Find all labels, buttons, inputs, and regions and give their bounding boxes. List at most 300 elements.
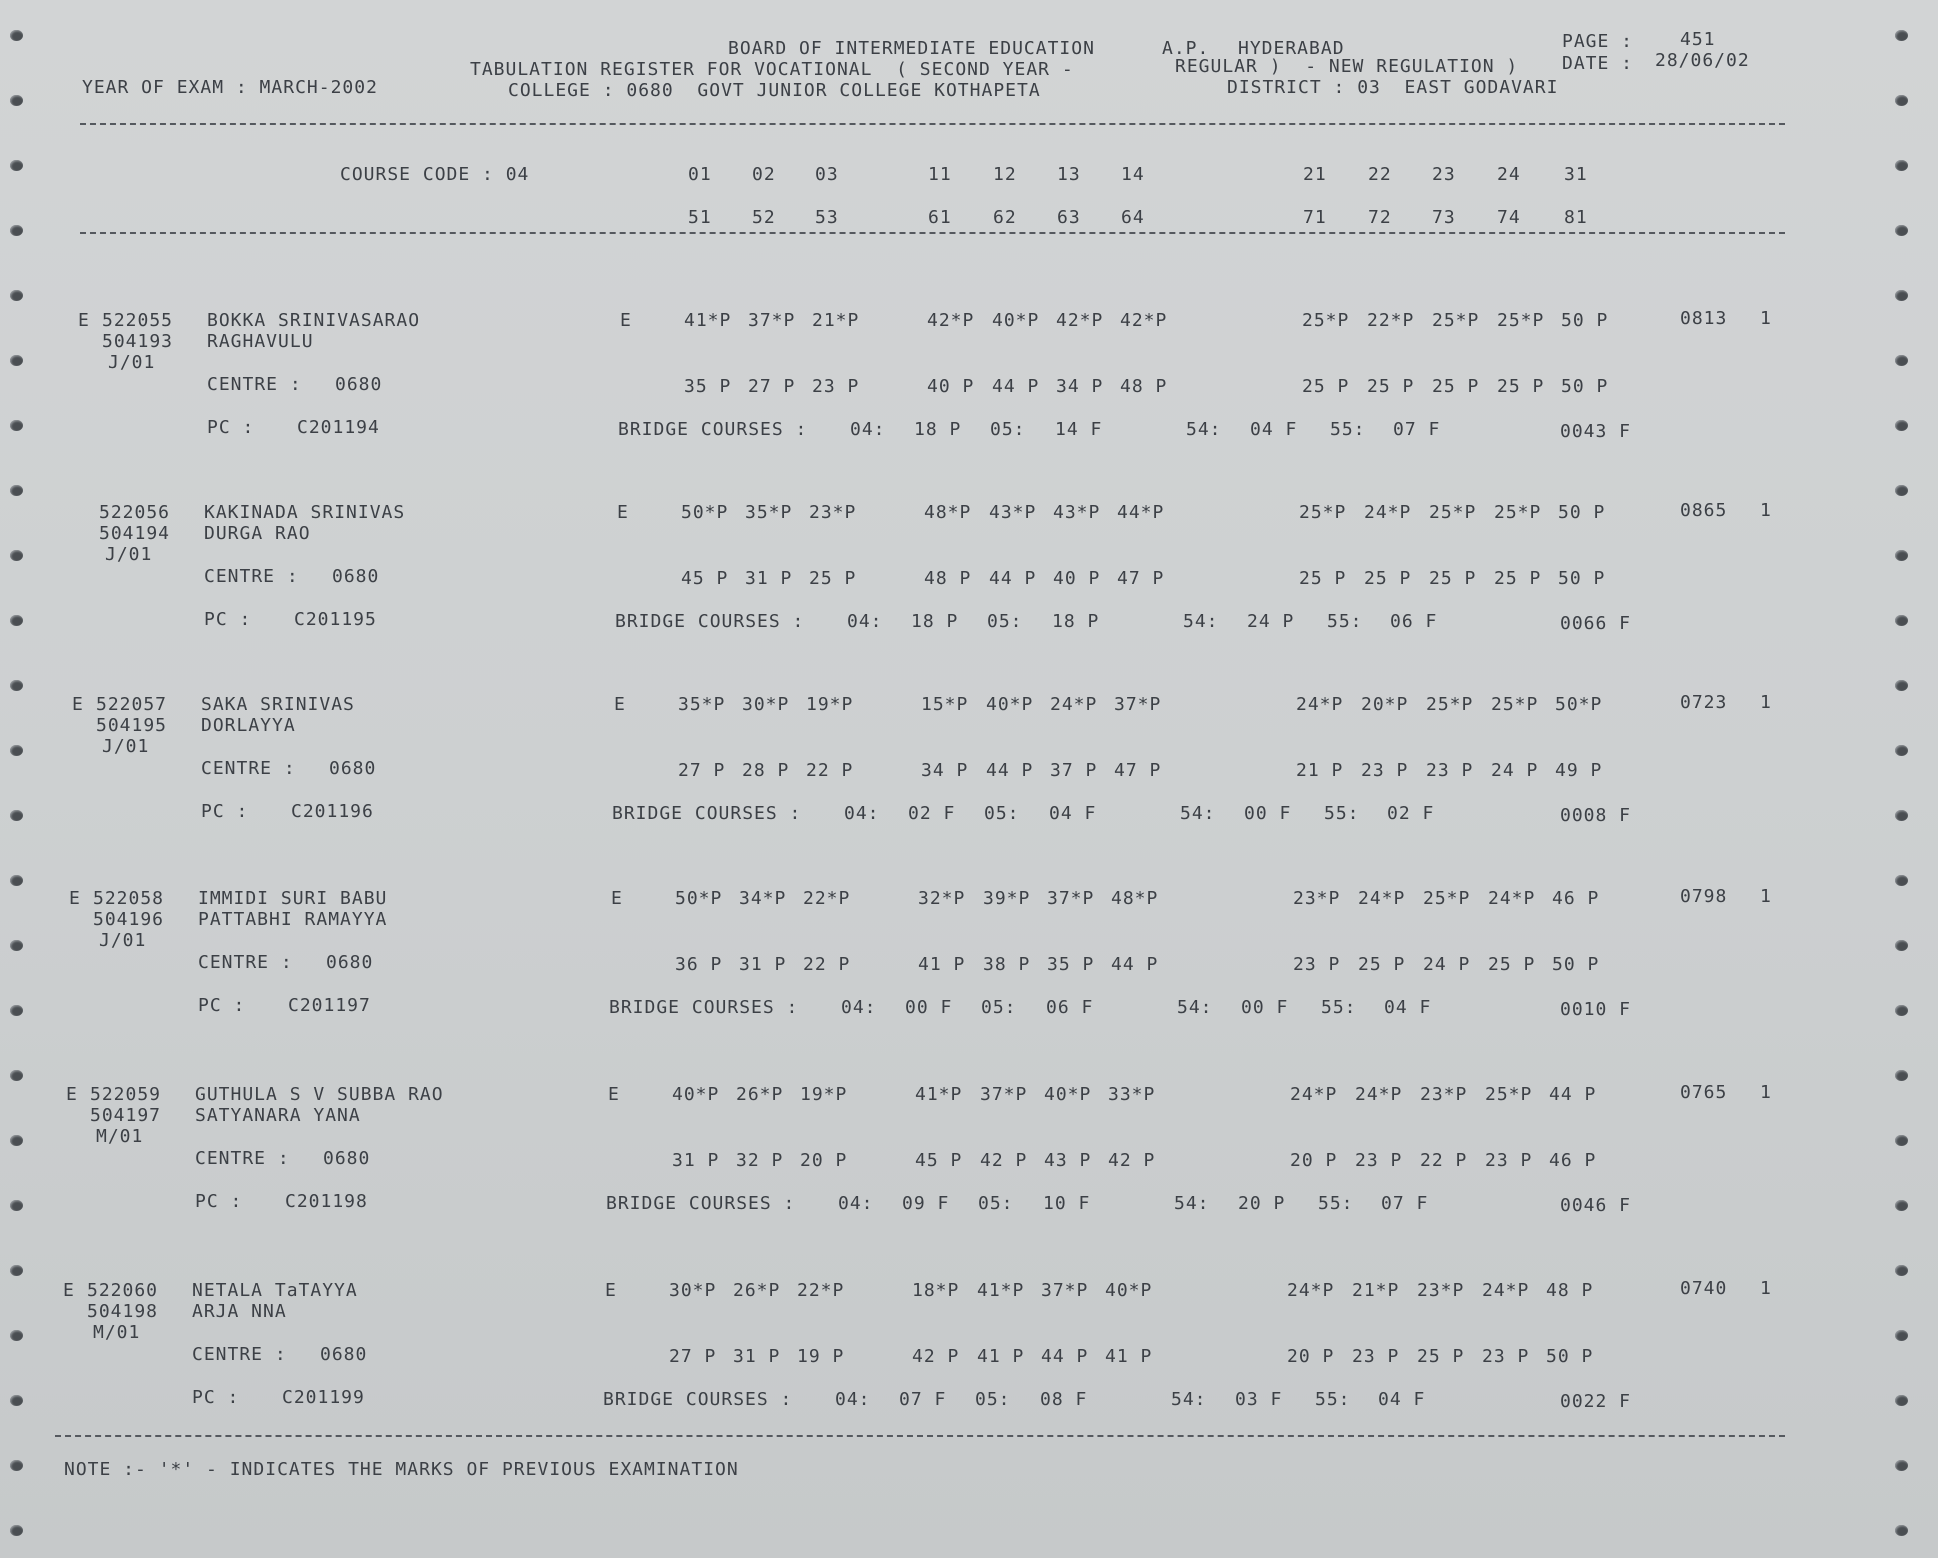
feed-hole — [1895, 485, 1908, 496]
father-name: PATTABHI RAMAYYA — [198, 909, 388, 930]
mark-second: 31 P — [733, 1346, 781, 1367]
column-code: 71 — [1303, 207, 1327, 228]
mark-second: 50 P — [1558, 568, 1606, 589]
mark-second: 31 P — [745, 568, 793, 589]
father-name: ARJA NNA — [192, 1301, 287, 1322]
column-code: 52 — [752, 207, 776, 228]
mark-second: 24 P — [1491, 760, 1539, 781]
mark-current: 43*P — [1053, 502, 1101, 523]
bridge-05-label: 05: — [990, 419, 1026, 440]
feed-hole — [1895, 1460, 1908, 1471]
bridge-55-label: 55: — [1318, 1193, 1354, 1214]
bridge-55-label: 55: — [1321, 997, 1357, 1018]
date-label: DATE : — [1562, 53, 1634, 74]
mark-second: 21 P — [1296, 760, 1344, 781]
bridge-55-mark: 07 F — [1393, 419, 1441, 440]
mark-second: 50 P — [1552, 954, 1600, 975]
father-name: RAGHAVULU — [207, 331, 314, 352]
pc-label: PC : — [192, 1387, 240, 1408]
bridge-04-label: 04: — [838, 1193, 874, 1214]
feed-hole — [10, 420, 23, 431]
division: 1 — [1760, 308, 1772, 329]
mark-second: 44 P — [1111, 954, 1159, 975]
mark-second: 36 P — [675, 954, 723, 975]
mark-current: 25*P — [1491, 694, 1539, 715]
feed-hole — [10, 1525, 23, 1536]
feed-hole — [1895, 355, 1908, 366]
result-flag: E — [78, 310, 90, 331]
group-code: M/01 — [96, 1126, 144, 1147]
mark-second: 49 P — [1555, 760, 1603, 781]
feed-hole — [1895, 30, 1908, 41]
mark-second: 35 P — [1047, 954, 1095, 975]
mark-second: 41 P — [977, 1346, 1025, 1367]
mark-current: 22*P — [1367, 310, 1415, 331]
bridge-total: 0046 F — [1560, 1195, 1632, 1216]
column-code: 21 — [1303, 164, 1327, 185]
mark-second: 42 P — [980, 1150, 1028, 1171]
mark-current: 24*P — [1287, 1280, 1335, 1301]
centre-code: 0680 — [332, 566, 380, 587]
result-flag: E — [69, 888, 81, 909]
mark-current: 41*P — [915, 1084, 963, 1105]
group-code: J/01 — [105, 544, 153, 565]
registration-number: 504194 — [99, 523, 171, 544]
mark-current: 37*P — [1047, 888, 1095, 909]
mark-second: 27 P — [748, 376, 796, 397]
mark-current: 42*P — [1056, 310, 1104, 331]
mark-current: 25*P — [1426, 694, 1474, 715]
city-name: HYDERABAD — [1238, 38, 1345, 59]
mark-current: 48*P — [1111, 888, 1159, 909]
mark-current: 24*P — [1296, 694, 1344, 715]
bridge-54-label: 54: — [1174, 1193, 1210, 1214]
feed-hole — [10, 550, 23, 561]
column-code: 23 — [1432, 164, 1456, 185]
bridge-54-label: 54: — [1171, 1389, 1207, 1410]
feed-hole — [1895, 1005, 1908, 1016]
year-of-exam: YEAR OF EXAM : MARCH-2002 — [82, 77, 378, 98]
pc-code: C201194 — [297, 417, 380, 438]
mark-current: 19*P — [806, 694, 854, 715]
bridge-04-mark: 02 F — [908, 803, 956, 824]
mark-second: 25 P — [1497, 376, 1545, 397]
hall-ticket-number: 522057 — [96, 694, 168, 715]
hall-ticket-number: 522056 — [99, 502, 171, 523]
mark-current: 24*P — [1364, 502, 1412, 523]
mark-current: 23*P — [1293, 888, 1341, 909]
grand-total: 0740 — [1680, 1278, 1728, 1299]
mark-second: 50 P — [1561, 376, 1609, 397]
mark-second: 47 P — [1117, 568, 1165, 589]
bridge-04-mark: 18 P — [914, 419, 962, 440]
mark-second: 46 P — [1549, 1150, 1597, 1171]
pc-code: C201196 — [291, 801, 374, 822]
mark-current: 34*P — [739, 888, 787, 909]
feed-hole — [10, 1005, 23, 1016]
mark-second: 38 P — [983, 954, 1031, 975]
bridge-55-label: 55: — [1327, 611, 1363, 632]
student-name: NETALA TaTAYYA — [192, 1280, 358, 1301]
bridge-05-label: 05: — [987, 611, 1023, 632]
mark-second: 25 P — [1367, 376, 1415, 397]
mark-current: 24*P — [1050, 694, 1098, 715]
header-rule-top — [80, 123, 1785, 125]
bridge-label: BRIDGE COURSES : — [612, 803, 802, 824]
column-code: 51 — [688, 207, 712, 228]
mark-current: 43*P — [989, 502, 1037, 523]
bridge-label: BRIDGE COURSES : — [603, 1389, 793, 1410]
print-date: 28/06/02 — [1655, 50, 1750, 71]
mark-second: 23 P — [1485, 1150, 1533, 1171]
feed-hole — [10, 680, 23, 691]
mark-second: 41 P — [918, 954, 966, 975]
mark-current: 25*P — [1423, 888, 1471, 909]
mark-current: 40*P — [992, 310, 1040, 331]
column-code: 14 — [1121, 164, 1145, 185]
mark-second: 23 P — [1355, 1150, 1403, 1171]
column-code: 31 — [1564, 164, 1588, 185]
mark-current: 30*P — [669, 1280, 717, 1301]
mark-current: 35*P — [745, 502, 793, 523]
mark-second: 44 P — [1041, 1346, 1089, 1367]
feed-hole — [1895, 940, 1908, 951]
division: 1 — [1760, 500, 1772, 521]
mark-current: 50*P — [1555, 694, 1603, 715]
bridge-54-mark: 24 P — [1247, 611, 1295, 632]
mark-second: 25 P — [1494, 568, 1542, 589]
mark-second: 20 P — [800, 1150, 848, 1171]
district-info: DISTRICT : 03 EAST GODAVARI — [1227, 77, 1559, 98]
mark-current: 50*P — [681, 502, 729, 523]
bridge-04-mark: 00 F — [905, 997, 953, 1018]
column-code: 64 — [1121, 207, 1145, 228]
mark-current: 41*P — [977, 1280, 1025, 1301]
bridge-54-label: 54: — [1177, 997, 1213, 1018]
feed-hole — [1895, 1395, 1908, 1406]
bridge-55-mark: 04 F — [1384, 997, 1432, 1018]
bridge-04-mark: 07 F — [899, 1389, 947, 1410]
mark-current: 30*P — [742, 694, 790, 715]
mark-current: 20*P — [1361, 694, 1409, 715]
column-code: 02 — [752, 164, 776, 185]
bridge-total: 0066 F — [1560, 613, 1632, 634]
division: 1 — [1760, 1082, 1772, 1103]
page-number: 451 — [1680, 29, 1716, 50]
mark-second: 25 P — [1358, 954, 1406, 975]
mark-current: 21*P — [1352, 1280, 1400, 1301]
mark-second: 25 P — [1432, 376, 1480, 397]
feed-hole — [1895, 615, 1908, 626]
state-name: A.P. — [1162, 38, 1210, 59]
pc-code: C201195 — [294, 609, 377, 630]
mark-second: 20 P — [1290, 1150, 1338, 1171]
mark-second: 44 P — [986, 760, 1034, 781]
feed-hole — [1895, 680, 1908, 691]
registration-number: 504196 — [93, 909, 165, 930]
feed-hole — [10, 1395, 23, 1406]
father-name: SATYANARA YANA — [195, 1105, 361, 1126]
feed-hole — [10, 1200, 23, 1211]
division: 1 — [1760, 1278, 1772, 1299]
grand-total: 0798 — [1680, 886, 1728, 907]
registration-number: 504198 — [87, 1301, 159, 1322]
mark-second: 48 P — [1120, 376, 1168, 397]
bridge-label: BRIDGE COURSES : — [618, 419, 808, 440]
feed-hole — [10, 485, 23, 496]
mark-current: 46 P — [1552, 888, 1600, 909]
bridge-05-mark: 10 F — [1043, 1193, 1091, 1214]
father-name: DORLAYYA — [201, 715, 296, 736]
bridge-04-label: 04: — [847, 611, 883, 632]
medium-code: E — [611, 888, 623, 909]
bridge-04-mark: 09 F — [902, 1193, 950, 1214]
medium-code: E — [605, 1280, 617, 1301]
mark-current: 44 P — [1549, 1084, 1597, 1105]
centre-label: CENTRE : — [201, 758, 296, 779]
bridge-54-mark: 00 F — [1241, 997, 1289, 1018]
mark-current: 24*P — [1290, 1084, 1338, 1105]
mark-current: 37*P — [748, 310, 796, 331]
college-info: COLLEGE : 0680 GOVT JUNIOR COLLEGE KOTHAPETA — [508, 80, 1041, 101]
mark-second: 27 P — [669, 1346, 717, 1367]
bridge-54-mark: 00 F — [1244, 803, 1292, 824]
mark-second: 25 P — [809, 568, 857, 589]
hall-ticket-number: 522059 — [90, 1084, 162, 1105]
student-name: KAKINADA SRINIVAS — [204, 502, 406, 523]
bridge-total: 0022 F — [1560, 1391, 1632, 1412]
bridge-04-label: 04: — [835, 1389, 871, 1410]
mark-second: 22 P — [806, 760, 854, 781]
mark-current: 22*P — [797, 1280, 845, 1301]
feed-hole — [1895, 290, 1908, 301]
feed-hole — [1895, 160, 1908, 171]
feed-hole — [1895, 420, 1908, 431]
feed-hole — [10, 1135, 23, 1146]
column-code: 72 — [1368, 207, 1392, 228]
column-code: 22 — [1368, 164, 1392, 185]
pc-label: PC : — [195, 1191, 243, 1212]
bridge-label: BRIDGE COURSES : — [615, 611, 805, 632]
mark-current: 42*P — [1120, 310, 1168, 331]
mark-current: 48 P — [1546, 1280, 1594, 1301]
centre-code: 0680 — [320, 1344, 368, 1365]
mark-current: 40*P — [672, 1084, 720, 1105]
centre-label: CENTRE : — [195, 1148, 290, 1169]
column-code: 13 — [1057, 164, 1081, 185]
feed-hole — [10, 95, 23, 106]
feed-hole — [1895, 550, 1908, 561]
pc-label: PC : — [198, 995, 246, 1016]
feed-hole — [10, 355, 23, 366]
grand-total: 0765 — [1680, 1082, 1728, 1103]
mark-second: 37 P — [1050, 760, 1098, 781]
grand-total: 0865 — [1680, 500, 1728, 521]
group-code: J/01 — [102, 736, 150, 757]
grand-total: 0723 — [1680, 692, 1728, 713]
mark-second: 44 P — [992, 376, 1040, 397]
footer-note: NOTE :- '*' - INDICATES THE MARKS OF PREVIOUS EXAMINATION — [64, 1459, 739, 1480]
student-name: IMMIDI SURI BABU — [198, 888, 388, 909]
board-name: BOARD OF INTERMEDIATE EDUCATION — [728, 38, 1095, 59]
mark-current: 25*P — [1497, 310, 1545, 331]
footer-rule — [55, 1435, 1785, 1437]
feed-hole — [1895, 1525, 1908, 1536]
bridge-05-mark: 08 F — [1040, 1389, 1088, 1410]
register-title: TABULATION REGISTER FOR VOCATIONAL ( SECOND YEAR - — [470, 59, 1074, 80]
centre-code: 0680 — [323, 1148, 371, 1169]
mark-second: 25 P — [1302, 376, 1350, 397]
column-code: 61 — [928, 207, 952, 228]
pc-code: C201197 — [288, 995, 371, 1016]
mark-current: 23*P — [1420, 1084, 1468, 1105]
mark-second: 40 P — [927, 376, 975, 397]
feed-hole — [1895, 1265, 1908, 1276]
mark-second: 34 P — [921, 760, 969, 781]
bridge-05-mark: 18 P — [1052, 611, 1100, 632]
feed-hole — [10, 160, 23, 171]
mark-current: 42*P — [927, 310, 975, 331]
mark-current: 40*P — [1044, 1084, 1092, 1105]
centre-label: CENTRE : — [207, 374, 302, 395]
medium-code: E — [614, 694, 626, 715]
mark-current: 40*P — [1105, 1280, 1153, 1301]
mark-second: 31 P — [672, 1150, 720, 1171]
mark-second: 42 P — [912, 1346, 960, 1367]
mark-current: 24*P — [1355, 1084, 1403, 1105]
result-flag: E — [72, 694, 84, 715]
column-code: 73 — [1432, 207, 1456, 228]
column-code: 63 — [1057, 207, 1081, 228]
column-code: 62 — [993, 207, 1017, 228]
centre-code: 0680 — [329, 758, 377, 779]
mark-current: 32*P — [918, 888, 966, 909]
mark-current: 21*P — [812, 310, 860, 331]
feed-hole — [10, 1265, 23, 1276]
mark-current: 37*P — [1041, 1280, 1089, 1301]
mark-current: 25*P — [1429, 502, 1477, 523]
feed-hole — [10, 810, 23, 821]
column-code: 11 — [928, 164, 952, 185]
centre-label: CENTRE : — [204, 566, 299, 587]
column-code: 12 — [993, 164, 1017, 185]
group-code: J/01 — [108, 352, 156, 373]
mark-current: 50 P — [1558, 502, 1606, 523]
mark-current: 25*P — [1302, 310, 1350, 331]
feed-hole — [1895, 225, 1908, 236]
hall-ticket-number: 522055 — [102, 310, 174, 331]
mark-current: 22*P — [803, 888, 851, 909]
mark-second: 25 P — [1488, 954, 1536, 975]
division: 1 — [1760, 692, 1772, 713]
feed-hole — [1895, 1070, 1908, 1081]
bridge-55-label: 55: — [1324, 803, 1360, 824]
student-name: BOKKA SRINIVASARAO — [207, 310, 421, 331]
mark-current: 39*P — [983, 888, 1031, 909]
mark-second: 45 P — [915, 1150, 963, 1171]
bridge-total: 0010 F — [1560, 999, 1632, 1020]
column-code: 81 — [1564, 207, 1588, 228]
mark-second: 25 P — [1429, 568, 1477, 589]
student-name: SAKA SRINIVAS — [201, 694, 355, 715]
hall-ticket-number: 522060 — [87, 1280, 159, 1301]
father-name: DURGA RAO — [204, 523, 311, 544]
feed-hole — [1895, 95, 1908, 106]
bridge-54-label: 54: — [1186, 419, 1222, 440]
page-label: PAGE : — [1562, 31, 1634, 52]
mark-second: 34 P — [1056, 376, 1104, 397]
mark-current: 50*P — [675, 888, 723, 909]
feed-hole — [1895, 875, 1908, 886]
pc-label: PC : — [204, 609, 252, 630]
mark-current: 23*P — [1417, 1280, 1465, 1301]
header-rule-bottom — [80, 232, 1785, 234]
student-name: GUTHULA S V SUBBA RAO — [195, 1084, 444, 1105]
mark-current: 41*P — [684, 310, 732, 331]
centre-code: 0680 — [326, 952, 374, 973]
bridge-54-label: 54: — [1183, 611, 1219, 632]
mark-current: 19*P — [800, 1084, 848, 1105]
centre-label: CENTRE : — [192, 1344, 287, 1365]
feed-hole — [10, 615, 23, 626]
registration-number: 504193 — [102, 331, 174, 352]
bridge-54-mark: 04 F — [1250, 419, 1298, 440]
feed-hole — [10, 1070, 23, 1081]
mark-current: 50 P — [1561, 310, 1609, 331]
mark-second: 40 P — [1053, 568, 1101, 589]
feed-hole — [1895, 1135, 1908, 1146]
medium-code: E — [608, 1084, 620, 1105]
feed-hole — [1895, 745, 1908, 756]
bridge-54-label: 54: — [1180, 803, 1216, 824]
mark-second: 41 P — [1105, 1346, 1153, 1367]
grand-total: 0813 — [1680, 308, 1728, 329]
mark-current: 25*P — [1494, 502, 1542, 523]
bridge-55-mark: 07 F — [1381, 1193, 1429, 1214]
result-flag: E — [66, 1084, 78, 1105]
mark-current: 44*P — [1117, 502, 1165, 523]
mark-second: 32 P — [736, 1150, 784, 1171]
mark-second: 22 P — [1420, 1150, 1468, 1171]
mark-current: 24*P — [1482, 1280, 1530, 1301]
mark-current: 25*P — [1299, 502, 1347, 523]
feed-hole — [10, 940, 23, 951]
group-code: M/01 — [93, 1322, 141, 1343]
mark-second: 23 P — [1426, 760, 1474, 781]
pc-label: PC : — [207, 417, 255, 438]
bridge-55-mark: 04 F — [1378, 1389, 1426, 1410]
mark-second: 42 P — [1108, 1150, 1156, 1171]
bridge-label: BRIDGE COURSES : — [609, 997, 799, 1018]
feed-hole — [1895, 810, 1908, 821]
centre-code: 0680 — [335, 374, 383, 395]
mark-second: 44 P — [989, 568, 1037, 589]
mark-current: 37*P — [980, 1084, 1028, 1105]
mark-current: 35*P — [678, 694, 726, 715]
mark-current: 25*P — [1485, 1084, 1533, 1105]
bridge-55-mark: 02 F — [1387, 803, 1435, 824]
mark-second: 22 P — [803, 954, 851, 975]
bridge-55-mark: 06 F — [1390, 611, 1438, 632]
mark-second: 23 P — [1293, 954, 1341, 975]
mark-current: 23*P — [809, 502, 857, 523]
bridge-05-label: 05: — [978, 1193, 1014, 1214]
feed-hole — [10, 225, 23, 236]
mark-second: 25 P — [1417, 1346, 1465, 1367]
mark-current: 40*P — [986, 694, 1034, 715]
mark-current: 24*P — [1488, 888, 1536, 909]
mark-current: 48*P — [924, 502, 972, 523]
